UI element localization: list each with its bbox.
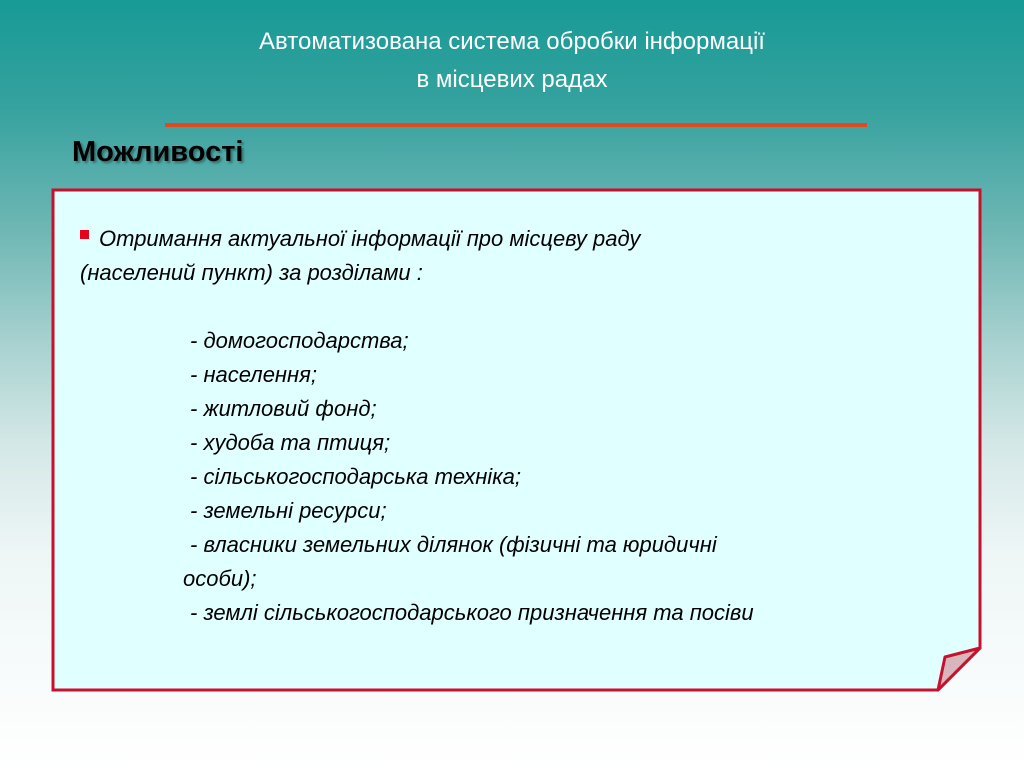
- intro-text-1: Отримання актуальної інформації про місцеву раду: [99, 226, 641, 251]
- list-item: - житловий фонд;: [190, 396, 377, 421]
- list-item: - домогосподарства;: [190, 328, 409, 353]
- list-item: - власники земельних ділянок (фізичні та юридичні: [190, 532, 717, 557]
- card-intro: [80, 222, 960, 290]
- page-title: Автоматизована система обробки інформації: [259, 28, 765, 55]
- intro-line-2: (населений пункт) за розділами :: [80, 260, 423, 285]
- bullet-square-icon: [80, 230, 89, 239]
- section-heading: Можливості: [72, 136, 244, 168]
- list-item: - сільськогосподарська техніка;: [190, 464, 521, 489]
- list-item: - населення;: [190, 362, 318, 387]
- sections-list: [183, 324, 943, 630]
- list-item: - худоба та птиця;: [190, 430, 391, 455]
- intro-line-1: [80, 222, 960, 256]
- list-item: - землі сільськогосподарського призначення та посіви: [190, 600, 754, 625]
- page-subtitle: в місцевих радах: [416, 66, 608, 93]
- list-item: - земельні ресурси;: [190, 498, 387, 523]
- list-item-continuation: особи);: [183, 566, 257, 591]
